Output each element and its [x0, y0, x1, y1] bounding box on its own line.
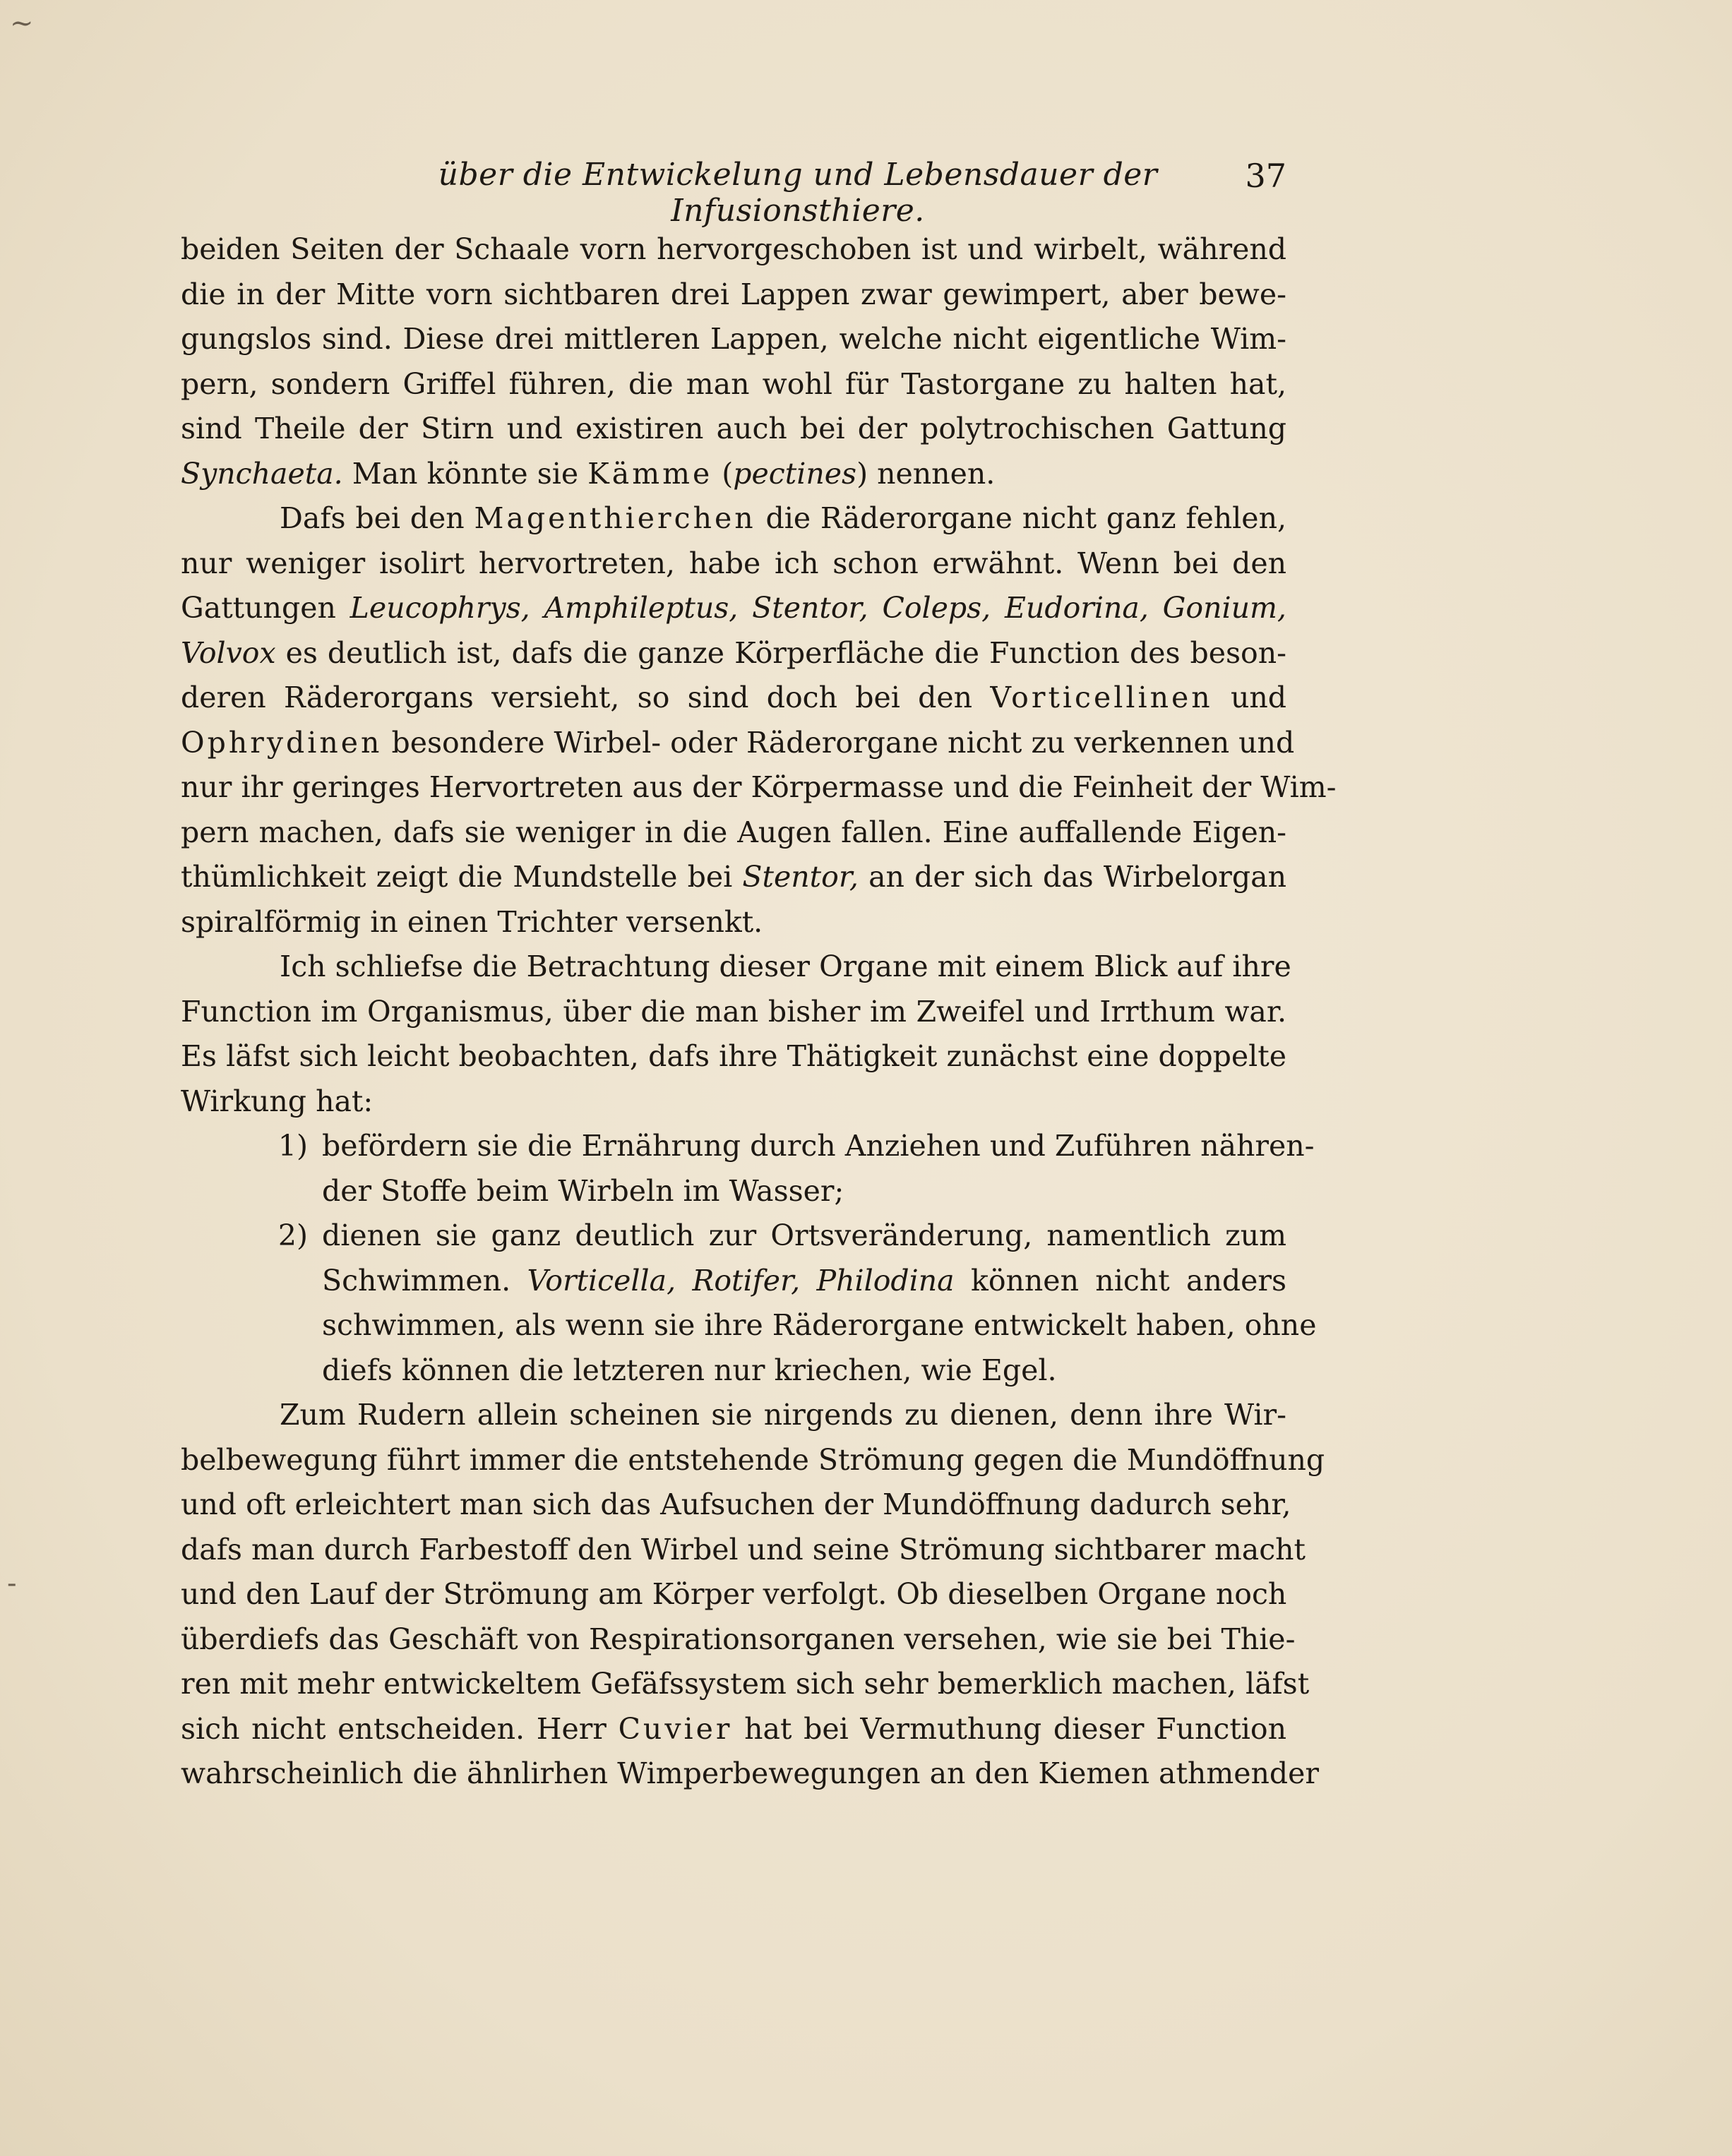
genus-name: Eudorina,: [1005, 591, 1149, 625]
text-run: die Räderorgane nicht ganz fehlen,: [755, 501, 1287, 535]
spaced-term: Magenthierchen: [474, 501, 756, 535]
text-line: pern machen, dafs sie weniger in die Augen fallen. Eine auffallende Eigen-: [181, 815, 1286, 849]
genus-name: Philodina: [816, 1263, 955, 1298]
text-line: beiden Seiten der Schaale vorn hervorgeschoben ist und wirbelt, während: [181, 232, 1286, 266]
text-run: Dafs bei den: [280, 501, 474, 535]
text-run: können nicht anders: [954, 1263, 1286, 1298]
text-line: überdiefs das Geschäft von Respirationsorganen versehen, wie sie bei Thie-: [181, 1622, 1296, 1656]
text-line: der Stoffe beim Wirbeln im Wasser;: [322, 1173, 844, 1208]
genus-name: Stentor,: [752, 591, 868, 625]
text-run: (: [712, 456, 734, 491]
genus-name: Volvox: [181, 635, 276, 670]
text-line: befördern sie die Ernährung durch Anziehen und Zuführen nähren-: [322, 1129, 1315, 1163]
text-line: die in der Mitte vorn sichtbaren drei Lappen zwar gewimpert, aber bewe-: [181, 277, 1286, 311]
genus-name: Synchaeta.: [181, 456, 343, 491]
text-line: pern, sondern Griffel führen, die man wohl für Tastorgane zu halten hat,: [181, 366, 1286, 401]
text-line: gungslos sind. Diese drei mittleren Lappen, welche nicht eigentliche Wim-: [181, 322, 1286, 356]
genus-name: Gonium,: [1162, 591, 1286, 625]
text-line: nur weniger isolirt hervortreten, habe ich schon erwähnt. Wenn bei den: [181, 546, 1286, 580]
latin-term: pectines: [733, 456, 857, 491]
body-text: [181, 227, 1337, 1797]
text-line: sind Theile der Stirn und existiren auch bei der polytrochischen Gattung: [181, 412, 1286, 445]
corner-mark: ~: [10, 7, 34, 40]
text-run: es deutlich ist, dafs die ganze Körperfläche die Function des beson-: [275, 635, 1286, 670]
text-run: thümlichkeit zeigt die Mundstelle bei: [181, 860, 743, 894]
text-line: [181, 631, 1286, 676]
text-run: Man könnte sie: [342, 456, 588, 491]
text-line: diefs können die letzteren nur kriechen, wie Egel.: [322, 1353, 1057, 1387]
text-run: Schwimmen.: [322, 1263, 527, 1298]
text-line: schwimmen, als wenn sie ihre Räderorgane entwickelt haben, ohne: [322, 1308, 1317, 1342]
text-line: [181, 855, 1286, 900]
text-line: Es läfst sich leicht beobachten, dafs ihre Thätigkeit zunächst eine doppelte: [181, 1039, 1286, 1073]
text-line: Function im Organismus, über die man bisher im Zweifel und Irrthum war.: [181, 994, 1286, 1029]
list-number: 1): [277, 1129, 308, 1163]
text-run: an der sich das Wirbelorgan: [858, 860, 1286, 894]
spaced-term: Ophrydinen: [181, 725, 383, 760]
text-line: wahrscheinlich die ähnlirhen Wimperbewegungen an den Kiemen athmender: [181, 1756, 1319, 1790]
running-head: über die Entwickelung und Lebensdauer der Infusionsthiere.: [438, 157, 1158, 229]
genus-name: Amphileptus,: [544, 591, 739, 625]
text-line: spiralförmig in einen Trichter versenkt.: [181, 904, 763, 939]
genus-name: Coleps,: [882, 591, 991, 625]
text-line: [181, 1259, 1286, 1304]
text-line: [181, 676, 1286, 721]
text-line: [181, 1707, 1286, 1752]
text-line: Ich schliefse die Betrachtung dieser Organe mit einem Blick auf ihre: [280, 950, 1291, 983]
text-line: [181, 452, 1286, 497]
margin-mark: -: [7, 1567, 17, 1600]
text-run: besondere Wirbel- oder Räderorgane nicht zu verkennen und: [382, 725, 1295, 760]
text-run: sich nicht entscheiden. Herr: [181, 1711, 619, 1746]
list-item: [181, 1124, 1315, 1169]
text-line: ren mit mehr entwickeltem Gefäfssystem sich sehr bemerklich machen, läfst: [181, 1667, 1310, 1701]
text-line: dienen sie ganz deutlich zur Ortsveränderung, namentlich zum: [322, 1218, 1286, 1252]
genus-name: Stentor,: [742, 860, 859, 894]
text-line: [181, 721, 1295, 766]
genus-name: Leucophrys,: [350, 591, 530, 625]
text-line: dafs man durch Farbestoff den Wirbel und seine Strömung sichtbarer macht: [181, 1532, 1306, 1567]
spaced-term: Cuvier: [618, 1711, 733, 1746]
page-number: 37: [1245, 157, 1286, 195]
text-run: und: [1212, 681, 1286, 714]
text-line: belbewegung führt immer die entstehende Strömung gegen die Mundöffnung: [181, 1442, 1325, 1477]
genus-name: Rotifer,: [692, 1263, 801, 1298]
genus-name: Vorticella,: [527, 1263, 676, 1298]
text-run: Gattungen: [181, 591, 350, 625]
text-run: hat bei Vermuthung dieser Function: [732, 1711, 1286, 1746]
text-line: und oft erleichtert man sich das Aufsuchen der Mundöffnung dadurch sehr,: [181, 1487, 1291, 1521]
list-number: 2): [277, 1218, 308, 1252]
text-run: deren Räderorgans versieht, so sind doch bei den: [181, 681, 991, 714]
text-line: [181, 496, 1286, 541]
spaced-term: Vorticellinen: [990, 681, 1213, 714]
text-run: ) nennen.: [856, 456, 996, 491]
spaced-term: Kämme: [587, 456, 713, 491]
list-item: [181, 1214, 1286, 1259]
text-line: und den Lauf der Strömung am Körper verfolgt. Ob dieselben Organe noch: [181, 1577, 1287, 1611]
text-line: nur ihr geringes Hervortreten aus der Körpermasse und die Feinheit der Wim-: [181, 770, 1337, 804]
text-line: Wirkung hat:: [181, 1084, 374, 1118]
text-line: [181, 586, 1286, 631]
text-line: Zum Rudern allein scheinen sie nirgends zu dienen, denn ihre Wir-: [280, 1398, 1286, 1432]
